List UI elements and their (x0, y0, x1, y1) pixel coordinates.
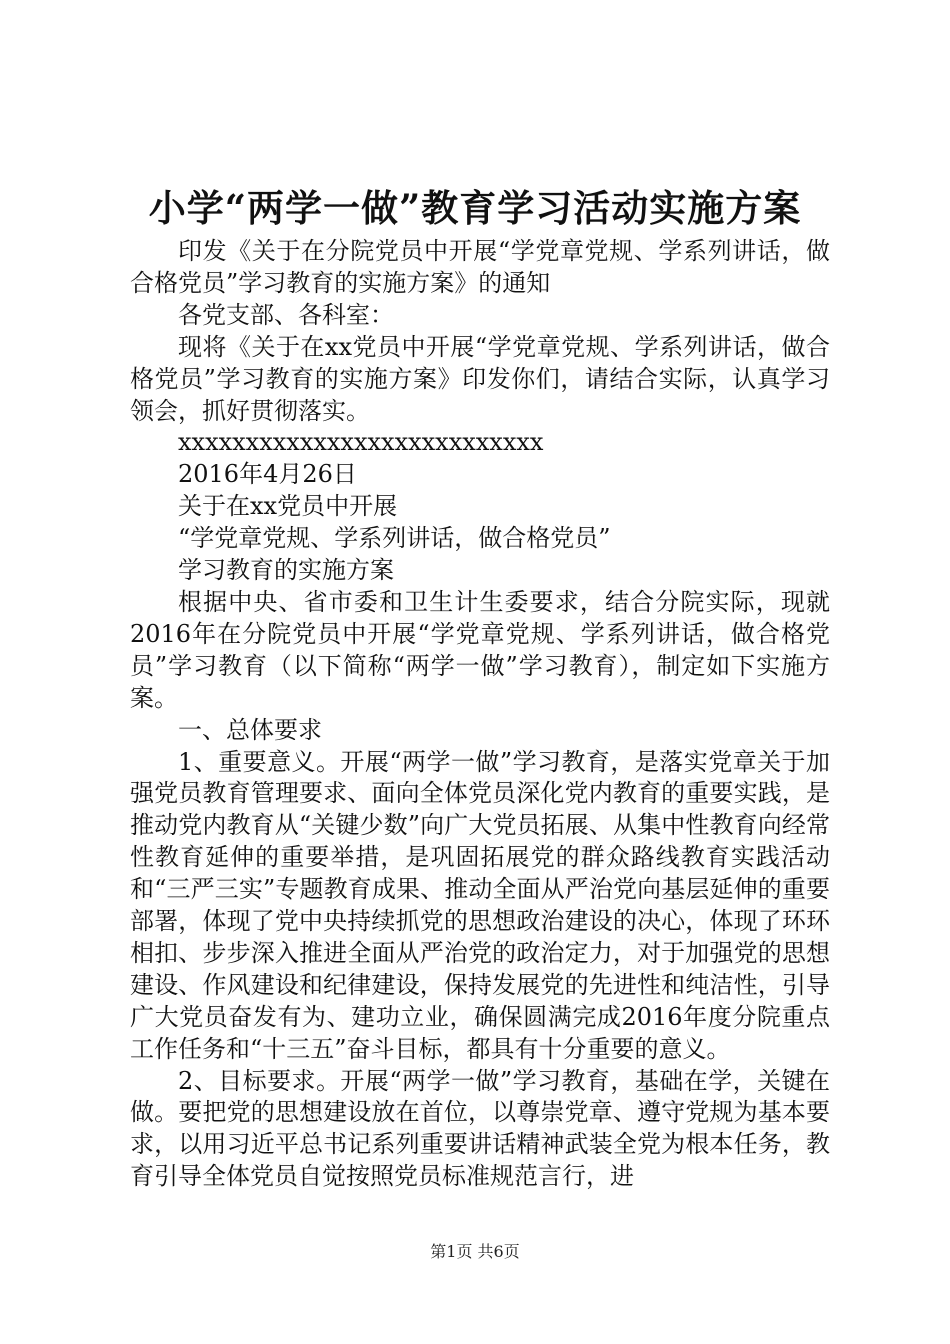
plan-title-line-3: 学习教育的实施方案 (178, 556, 394, 585)
intro-paragraph: 根据中央、省市委和卫生计生委要求，结合分院实际，现就2016年在分院党员中开展“学党章党规、学系列讲话，做合格党员”学习教育（以下简称“两学一做”学习教育），制定如下实施方案。 (130, 587, 830, 712)
section-heading-general-requirements: 一、总体要求 (178, 715, 322, 744)
salutation: 各党支部、各科室： (178, 300, 394, 329)
plan-title-line-1: 关于在xx党员中开展 (178, 492, 398, 521)
document-body (130, 236, 830, 1193)
issuer-name: xxxxxxxxxxxxxxxxxxxxxxxxxxx (178, 428, 544, 457)
issue-date: 2016年4月26日 (178, 460, 357, 489)
page-footer: 第1页 共6页 (430, 1242, 520, 1261)
paragraph-importance: 1、重要意义。开展“两学一做”学习教育，是落实党章关于加强党员教育管理要求、面向全体党员深化党内教育的重要实践，是推动党内教育从“关键少数”向广大党员拓展、从集中性教育向经常性教育延伸的重要举措，是巩固拓展党的群众路线教育实践活动和“三严三实”专题教育成果、推动全面从严治党向基层延伸的重要部署，体现了党中央持续抓党的思想政治建设的决心，体现了环环相扣、步步深入推进全面从严治党的政治定力，对于加强党的思想建设、作风建设和纪律建设，保持发展党的先进性和纯洁性，引导广大党员奋发有为、建功立业，确保圆满完成2016年度分院重点工作任务和“十三五”奋斗目标，都具有十分重要的意义。 (130, 747, 830, 1063)
notice-heading: 印发《关于在分院党员中开展“学党章党规、学系列讲话，做合格党员”学习教育的实施方案》的通知 (130, 237, 830, 297)
document-title: 小学“两学一做”教育学习活动实施方案 (148, 186, 802, 230)
plan-title-line-2: “学党章党规、学系列讲话，做合格党员” (178, 524, 611, 553)
notice-body: 现将《关于在xx党员中开展“学党章党规、学系列讲话，做合格党员”学习教育的实施方案》印发你们，请结合实际，认真学习领会，抓好贯彻落实。 (130, 332, 830, 425)
paragraph-objectives: 2、目标要求。开展“两学一做”学习教育，基础在学，关键在做。要把党的思想建设放在首位，以尊崇党章、遵守党规为基本要求，以用习近平总书记系列重要讲话精神武装全党为根本任务，教育引导全体党员自觉按照党员标准规范言行，进 (130, 1066, 830, 1191)
